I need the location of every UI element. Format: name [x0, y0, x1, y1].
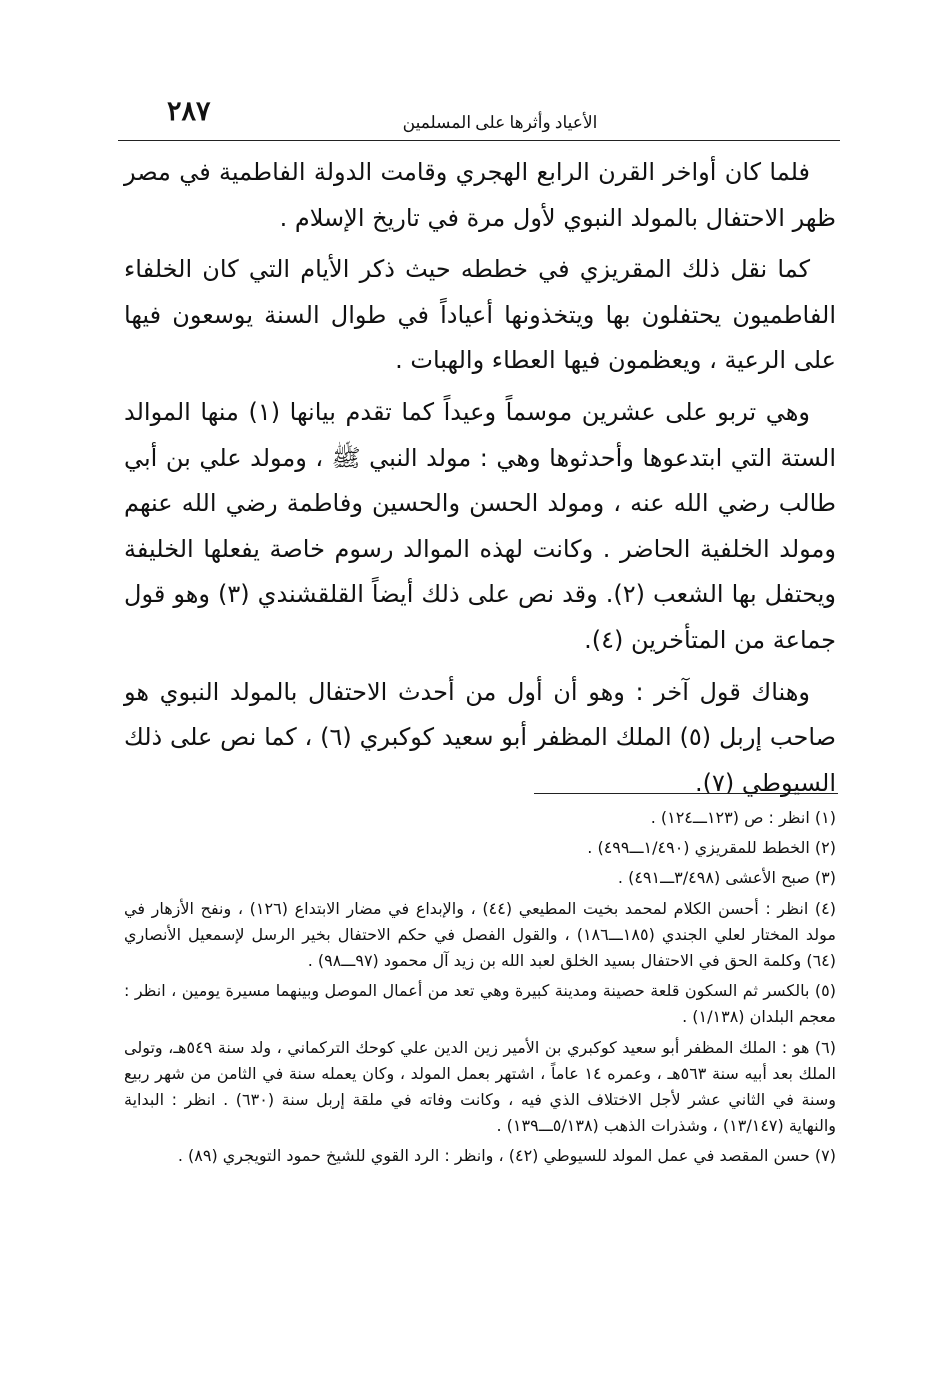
- footnote: (٢) الخطط للمقريزي (١/٤٩٠ـــ٤٩٩) .: [587, 838, 836, 858]
- footnotes: [124, 805, 836, 1174]
- footnote-rule: [534, 793, 838, 794]
- header-rule: [118, 140, 840, 141]
- footnote: (٣) صبح الأعشى (٣/٤٩٨ـــ٤٩١) .: [617, 868, 836, 888]
- footnote: (٥) بالكسر ثم السكون قلعة حصينة ومدينة كبيرة وهي تعد من أعمال الموصل وبينهما مسيرة يومين ، انظر : معجم البلدان (١/١٣٨) .: [124, 981, 836, 1027]
- paragraph: كما نقل ذلك المقريزي في خططه حيث ذكر الأيام التي كان الخلفاء الفاطميون يحتفلون بها ويتخذونها أعياداً في طوال السنة يوسعون فيها على الرعية ، ويعظمون فيها العطاء والهبات .: [124, 255, 836, 375]
- footnote: (١) انظر : ص (١٢٣ـــ١٢٤) .: [650, 808, 836, 827]
- footnote: (٦) هو : الملك المظفر أبو سعيد كوكبري بن الأمير زين الدين علي كوحك التركماني ، ولد سنة ٥٤٩هـ، وتولى الملك بعد أبيه سنة ٥٦٣هـ ، وعمره ١٤ عاماً ، اشتهر بعمل المولد ، وكان يعمله سنة في الثامن من شهر ربيع وسنة في الثاني عشر لأجل الاختلاف الذي فيه ، وكانت وفاته في ملقة إربل سنة (٦٣٠) . انظر : البداية والنهاية (١٣/١٤٧) ، وشذرات الذهب (٥/١٣٨ـــ١٣٩) .: [124, 1037, 837, 1136]
- footnote: (٧) حسن المقصد في عمل المولد للسيوطي (٤٢) ، وانظر : الرد القوي للشيخ حمود التويجري (٨٩) .: [177, 1146, 836, 1166]
- paragraph: فلما كان أواخر القرن الرابع الهجري وقامت الدولة الفاطمية في مصر ظهر الاحتفال بالمولد النبوي لأول مرة في تاريخ الإسلام .: [124, 158, 836, 232]
- paragraph: وهي تربو على عشرين موسماً وعيداً كما تقدم بيانها (١) منها الموالد الستة التي ابتدعوها وأحدثوها وهي : مولد النبي ﷺ ، ومولد علي بن أبي طالب رضي الله عنه ، ومولد الحسن والحسين وفاطمة رضي الله عنهم ومولد الخلفية الحاضر . وكانت لهذه الموالد رسوم خاصة يفعلها الخليفة ويحتفل بها الشعب (٢). وقد نص على ذلك أيضاً القلقشندي (٣) وهو قول جماعة من المتأخرين (٤).: [124, 397, 836, 654]
- paragraph: وهناك قول آخر : وهو أن أول من أحدث الاحتفال بالمولد النبوي هو صاحب إربل (٥) الملك المظفر أبو سعيد كوكبري (٦) ، كما نص على ذلك السيوطي (٧).: [124, 677, 837, 797]
- page-number: ٢٨٧: [167, 96, 211, 127]
- footnote: (٤) انظر : أحسن الكلام لمحمد بخيت المطيعي (٤٤) ، والإبداع في مضار الابتداع (١٢٦) ، ونفح الأزهار في مولد المختار لعلي الجندي (١٨٥ـــ١٨٦) ، والقول الفصل في حكم الاحتفال بخير الرسل لإسمعيل الأنصاري (٦٤) وكلمة الحق في الاحتفال بسيد الخلق لعبد الله بن زيد آل محمود (٩٧ـــ٩٨) .: [124, 898, 836, 971]
- running-title: الأعياد وأثرها على المسلمين: [402, 113, 598, 132]
- main-text: [124, 150, 836, 806]
